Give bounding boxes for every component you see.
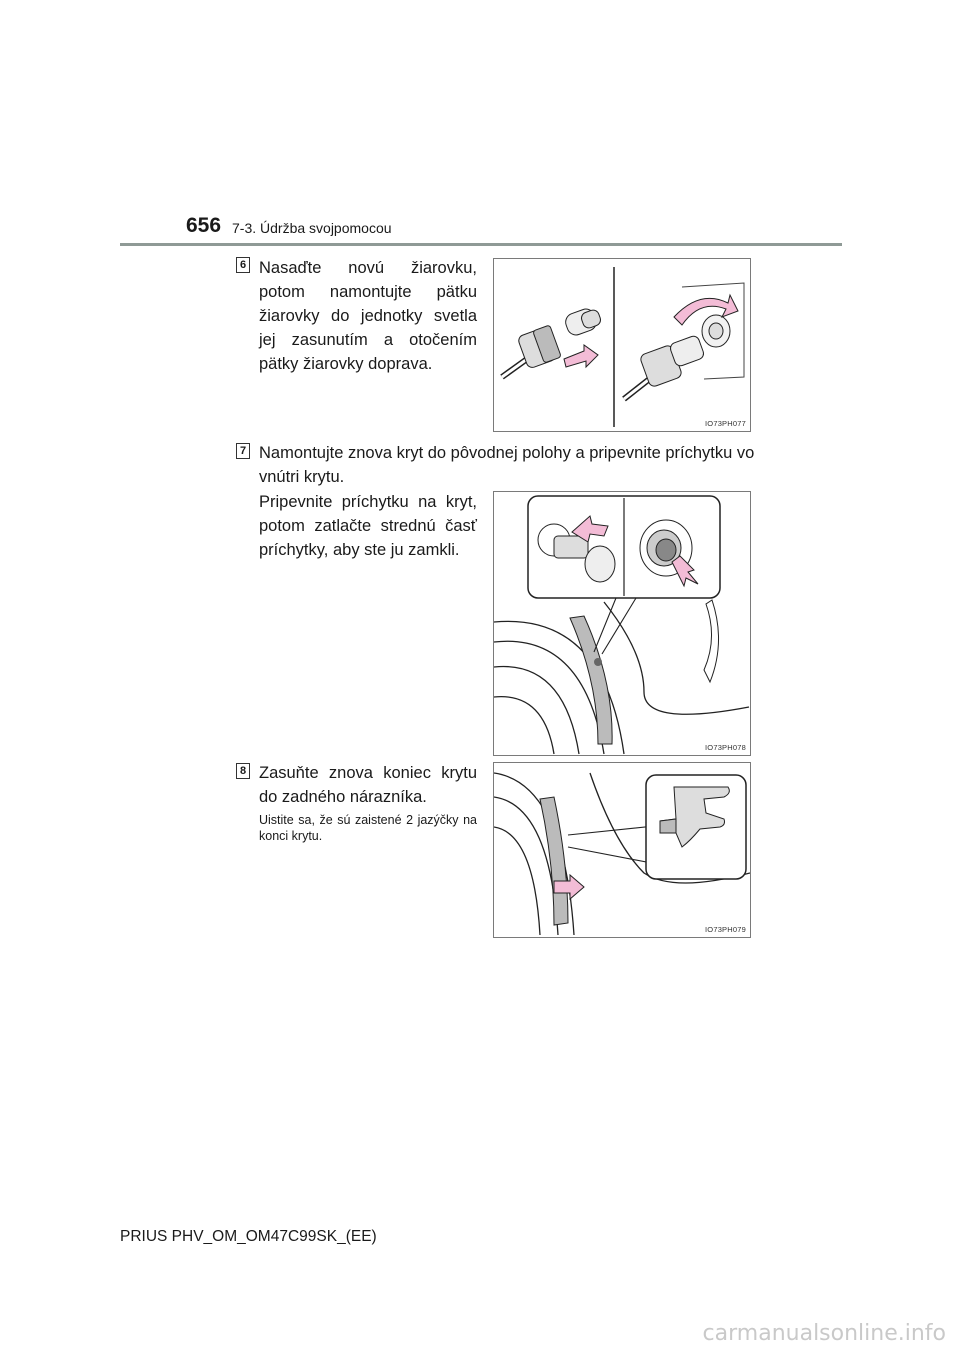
- header-rule: [120, 243, 842, 246]
- figure-clip-install: [493, 491, 751, 756]
- step-8-note: Uistite sa, že sú zaistené 2 jazýčky na konci krytu.: [259, 813, 477, 843]
- section-title: 7-3. Údržba svojpomocou: [232, 220, 392, 236]
- page-number: 656: [186, 214, 222, 237]
- figure-cover-insert: [493, 762, 751, 938]
- step-number-7: 7: [236, 443, 250, 459]
- step-6-text: Nasaďte novú žiarovku, potom namontujte pätku žiarovky do jednotky svetla jej zasunutím a otočením pätky žiarovky doprava.: [259, 259, 477, 373]
- footer-document-id: PRIUS PHV_OM_OM47C99SK_(EE): [120, 1228, 377, 1245]
- watermark: carmanualsonline.info: [702, 1321, 946, 1346]
- step-number-6: 6: [236, 257, 250, 273]
- step-7-text: Namontujte znova kryt do pôvodnej polohy a pripevnite príchytku vo vnútri krytu.: [259, 444, 755, 486]
- bulb-install-illustration: [494, 259, 750, 431]
- figure-code: IO73PH078: [705, 743, 746, 752]
- step-number-8: 8: [236, 763, 250, 779]
- figure-code: IO73PH077: [705, 419, 746, 428]
- step-8-text: Zasuňte znova koniec krytu do zadného nárazníka.: [259, 764, 477, 806]
- cover-insert-illustration: [494, 763, 750, 937]
- step-7-subtext: Pripevnite príchytku na kryt, potom zatlačte strednú časť príchytky, aby ste ju zamkli.: [259, 493, 477, 559]
- figure-code: IO73PH079: [705, 925, 746, 934]
- clip-install-illustration: [494, 492, 750, 755]
- figure-bulb-install: [493, 258, 751, 432]
